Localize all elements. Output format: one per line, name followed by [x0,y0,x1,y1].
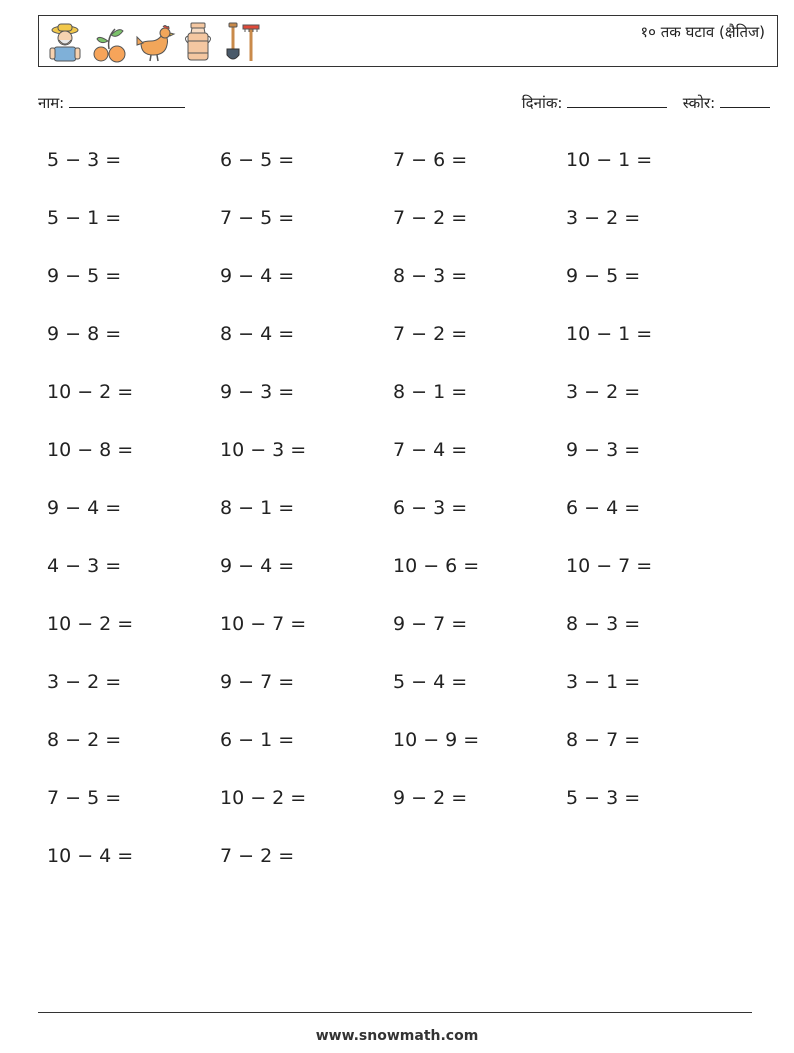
problem-item: 7 − 4 = [393,439,468,461]
problem-item: 3 − 2 = [566,207,641,229]
problem-item: 8 − 3 = [393,265,468,287]
header-icons [45,20,263,64]
problem-item: 9 − 3 = [220,381,295,403]
problem-item: 10 − 3 = [220,439,307,461]
problem-item: 5 − 3 = [566,787,641,809]
problem-item: 7 − 2 = [393,323,468,345]
problem-item: 8 − 1 = [220,497,295,519]
problem-item: 8 − 3 = [566,613,641,635]
worksheet-header [38,15,778,67]
problem-item: 9 − 5 = [47,265,122,287]
score-label: स्कोर: [682,94,716,112]
problem-grid [47,145,747,899]
problem-item: 10 − 8 = [47,439,134,461]
problem-item: 5 − 1 = [47,207,122,229]
problem-item: 3 − 1 = [566,671,641,693]
problem-item: 10 − 9 = [393,729,480,751]
problem-item: 10 − 7 = [566,555,653,577]
problem-item: 10 − 2 = [47,381,134,403]
problem-item: 8 − 7 = [566,729,641,751]
problem-item: 9 − 7 = [393,613,468,635]
problem-item: 4 − 3 = [47,555,122,577]
problem-item: 7 − 6 = [393,149,468,171]
problem-item: 6 − 5 = [220,149,295,171]
footer-divider [38,1012,752,1013]
name-blank[interactable] [69,93,185,108]
shovel-rake-icon [219,21,263,63]
problem-item: 9 − 3 = [566,439,641,461]
problem-item: 9 − 5 = [566,265,641,287]
problem-item: 10 − 2 = [47,613,134,635]
problem-item: 10 − 4 = [47,845,134,867]
hen-icon [133,21,177,63]
problem-item: 10 − 7 = [220,613,307,635]
farmer-icon [45,21,85,63]
worksheet-title: १० तक घटाव (क्षैतिज) [640,23,765,41]
name-field [38,93,185,113]
problem-item: 10 − 6 = [393,555,480,577]
date-label: दिनांक: [521,94,563,112]
problem-item: 6 − 1 = [220,729,295,751]
milk-can-icon [181,21,215,63]
problem-item: 10 − 2 = [220,787,307,809]
date-blank[interactable] [567,93,667,108]
problem-item: 9 − 4 = [47,497,122,519]
problem-item: 9 − 4 = [220,265,295,287]
problem-item: 8 − 2 = [47,729,122,751]
footer-url: www.snowmath.com [315,1028,479,1044]
problem-item: 10 − 1 = [566,323,653,345]
problem-item: 9 − 8 = [47,323,122,345]
problem-item: 8 − 4 = [220,323,295,345]
problem-item: 6 − 3 = [393,497,468,519]
problem-item: 9 − 2 = [393,787,468,809]
problem-item: 7 − 5 = [220,207,295,229]
name-label: नाम: [38,94,65,112]
problem-item: 7 − 2 = [220,845,295,867]
problem-item: 5 − 4 = [393,671,468,693]
problem-item: 3 − 2 = [47,671,122,693]
peach-sprout-icon [89,21,129,63]
problem-item: 9 − 7 = [220,671,295,693]
problem-item: 6 − 4 = [566,497,641,519]
problem-item: 7 − 5 = [47,787,122,809]
problem-item: 5 − 3 = [47,149,122,171]
problem-item: 9 − 4 = [220,555,295,577]
problem-item: 7 − 2 = [393,207,468,229]
score-blank[interactable] [720,93,770,108]
date-score-fields [522,93,770,113]
problem-item: 8 − 1 = [393,381,468,403]
problem-item: 3 − 2 = [566,381,641,403]
problem-item: 10 − 1 = [566,149,653,171]
